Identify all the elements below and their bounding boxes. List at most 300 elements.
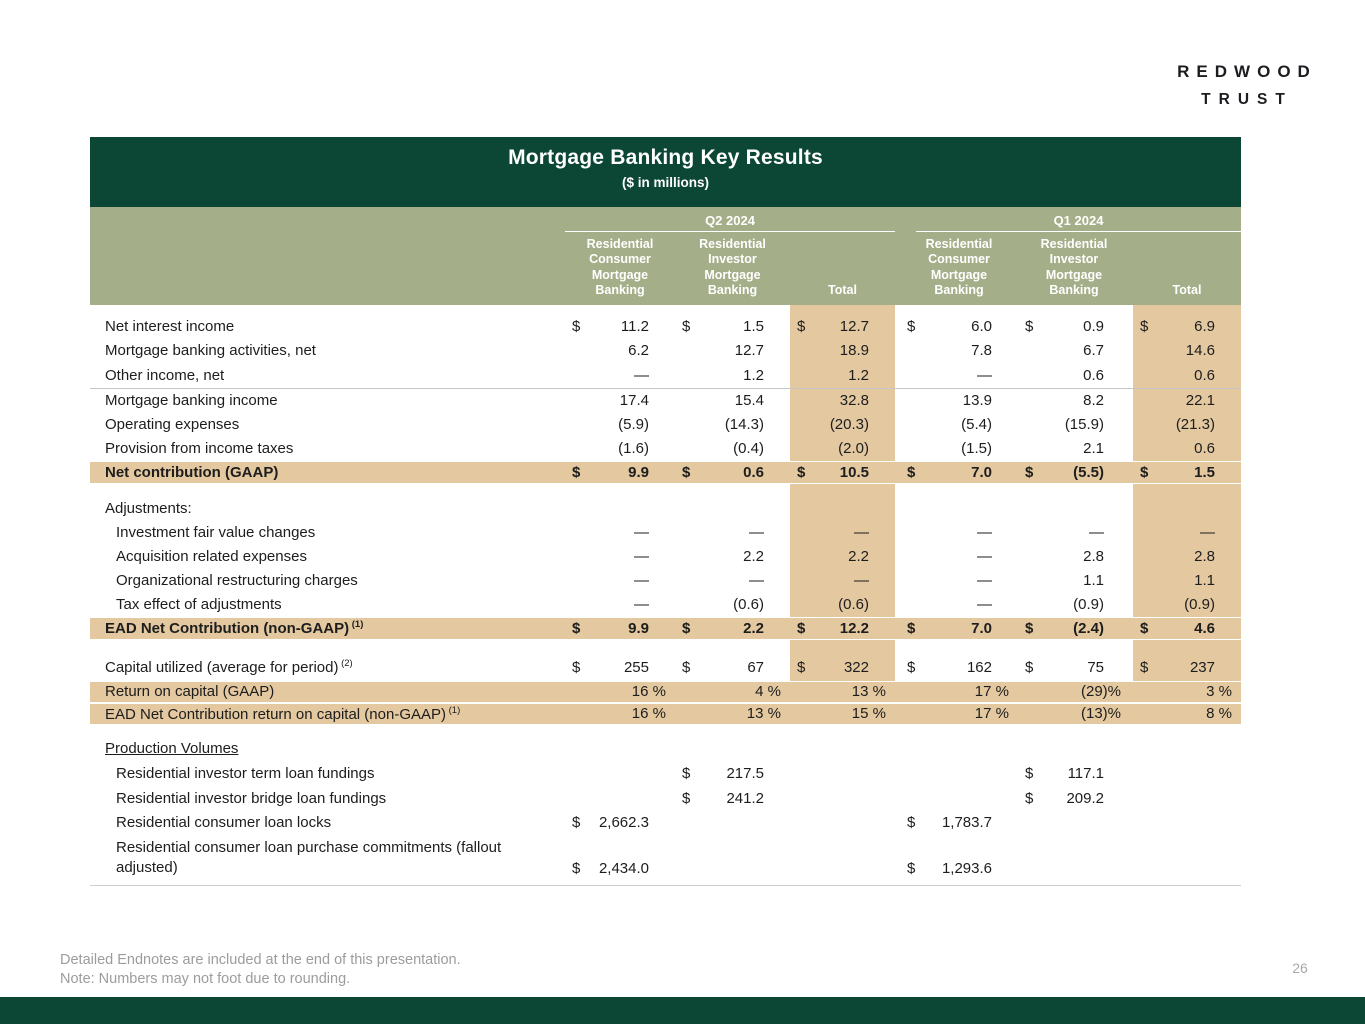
value-cell <box>565 437 675 462</box>
spacer-row <box>90 879 1241 885</box>
dollar-sign: $ <box>572 317 581 335</box>
value-cell <box>1133 496 1241 521</box>
table-row <box>90 461 1241 484</box>
value: (0.9) <box>1184 596 1215 613</box>
value-cell <box>1018 363 1130 388</box>
total-column-shading <box>790 305 895 314</box>
value: 9.9 <box>628 464 649 481</box>
value-cell <box>675 545 790 569</box>
total-column-shading <box>1133 640 1241 654</box>
value: — <box>977 572 992 589</box>
value-cell <box>675 736 790 762</box>
value: 12.7 <box>839 317 869 335</box>
column-header: Residential Investor Mortgage Banking <box>699 237 766 297</box>
value: 17 % <box>974 705 1009 722</box>
value-cell <box>675 569 790 593</box>
value-cell <box>1133 363 1241 388</box>
row-label: Operating expenses <box>105 415 240 433</box>
value: 237 <box>1189 658 1215 676</box>
row-label: Other income, net <box>105 366 225 384</box>
value-cell <box>675 811 790 836</box>
value-cell <box>675 593 790 617</box>
dollar-sign: $ <box>682 789 691 807</box>
spacer-row <box>90 305 1241 314</box>
row-label: EAD Net Contribution return on capital (non-GAAP) $^{(1)}$ <box>105 704 461 723</box>
value-cell <box>675 704 790 724</box>
value-cell <box>900 811 1018 836</box>
value: 6.2 <box>628 342 649 360</box>
value-cell <box>565 545 675 569</box>
value-cell <box>900 462 1018 483</box>
value-cell <box>1018 736 1130 762</box>
value-cell <box>790 314 895 339</box>
value-cell <box>565 314 675 339</box>
value: 6.7 <box>1083 342 1104 360</box>
value: 1.2 <box>848 366 869 384</box>
value-cell <box>675 363 790 388</box>
value: 1.2 <box>743 366 764 384</box>
value-cell <box>1133 811 1241 836</box>
value-cell <box>1133 569 1241 593</box>
value-cell <box>790 496 895 521</box>
value-cell <box>790 786 895 811</box>
row-label: Residential investor term loan fundings <box>116 765 375 783</box>
value: — <box>634 366 649 384</box>
value: 13 % <box>746 705 781 722</box>
value-cell <box>1133 521 1241 545</box>
dollar-sign: $ <box>797 464 806 481</box>
value-cell <box>565 569 675 593</box>
value-cell <box>675 786 790 811</box>
value-cell <box>790 736 895 762</box>
spacer-row <box>90 725 1241 736</box>
value: — <box>1200 524 1215 541</box>
row-label: Tax effect of adjustments <box>116 596 282 613</box>
value: (2.4) <box>1073 619 1104 637</box>
value-cell <box>790 704 895 724</box>
value-cell <box>790 569 895 593</box>
dollar-sign: $ <box>907 658 916 676</box>
table-row <box>90 703 1241 725</box>
table-column-header <box>90 207 1241 305</box>
value-cell <box>1133 412 1241 437</box>
value: (13)% <box>1080 705 1121 722</box>
value: — <box>634 548 649 565</box>
footnote-marker: (1) <box>446 704 461 716</box>
value: 6.0 <box>971 317 992 335</box>
value: (20.3) <box>829 415 869 433</box>
value: — <box>854 572 869 589</box>
value-cell <box>1018 786 1130 811</box>
column-header: Residential Investor Mortgage Banking <box>1040 237 1108 297</box>
row-label: Net interest income <box>105 317 235 335</box>
value: (2.0) <box>838 440 869 458</box>
value-cell <box>565 412 675 437</box>
value-cell <box>900 569 1018 593</box>
dollar-sign: $ <box>572 658 581 676</box>
value-cell <box>1018 811 1130 836</box>
table-row <box>90 545 1241 569</box>
value-cell <box>900 835 1018 879</box>
dollar-sign: $ <box>682 765 691 783</box>
value-cell <box>1018 339 1130 364</box>
value-cell <box>1018 835 1130 879</box>
table-row <box>90 654 1241 681</box>
value-cell <box>790 462 895 483</box>
value-cell <box>1133 618 1241 639</box>
value: 7.8 <box>971 342 992 360</box>
value-cell <box>900 437 1018 462</box>
value-cell <box>900 521 1018 545</box>
value: 10.5 <box>839 464 869 481</box>
value: — <box>854 524 869 541</box>
spacer-row <box>90 484 1241 496</box>
value-cell <box>565 593 675 617</box>
value-cell <box>790 593 895 617</box>
value-cell <box>790 618 895 639</box>
value-cell <box>565 762 675 787</box>
group-q2-2024: Q2 2024 <box>565 213 895 232</box>
value: (14.3) <box>724 415 764 433</box>
value: 15 % <box>851 705 886 722</box>
value-cell <box>1133 339 1241 364</box>
value: 18.9 <box>839 342 869 360</box>
value: 7.0 <box>971 619 992 637</box>
value-cell <box>790 339 895 364</box>
value-cell <box>1018 496 1130 521</box>
row-label: Residential consumer loan purchase commitments (fallout adjusted) <box>116 839 502 877</box>
value: 2.8 <box>1083 548 1104 565</box>
value-cell <box>1018 618 1130 639</box>
row-label: Mortgage banking income <box>105 391 278 409</box>
value-cell <box>565 462 675 483</box>
value: (0.9) <box>1073 596 1104 613</box>
value: 255 <box>623 658 649 676</box>
dollar-sign: $ <box>1140 619 1149 637</box>
value: 2,434.0 <box>598 860 649 877</box>
value: 2.2 <box>743 548 764 565</box>
value: — <box>749 524 764 541</box>
value-cell <box>675 437 790 462</box>
value: 0.9 <box>1083 317 1104 335</box>
table-row <box>90 339 1241 364</box>
dollar-sign: $ <box>572 860 581 877</box>
value-cell <box>1018 521 1130 545</box>
value-cell <box>1133 593 1241 617</box>
dollar-sign: $ <box>682 658 691 676</box>
value-cell <box>1133 462 1241 483</box>
value: 9.9 <box>628 619 649 637</box>
row-label: Adjustments: <box>105 499 192 517</box>
value: 0.6 <box>743 464 764 481</box>
value-cell <box>565 654 675 681</box>
value: — <box>634 596 649 613</box>
row-label: Production Volumes <box>105 740 239 757</box>
value: 2,662.3 <box>598 814 649 832</box>
value: 7.0 <box>971 464 992 481</box>
value-cell <box>790 654 895 681</box>
value-cell <box>790 521 895 545</box>
value-cell <box>675 462 790 483</box>
footnote-line-2: Note: Numbers may not foot due to rounding. <box>60 971 351 988</box>
value-cell <box>790 363 895 388</box>
value: 0.6 <box>1194 440 1215 458</box>
value-cell <box>565 682 675 702</box>
table-row <box>90 681 1241 703</box>
value-cell <box>675 618 790 639</box>
value: 32.8 <box>839 391 869 409</box>
value-cell <box>900 593 1018 617</box>
value-cell <box>900 496 1018 521</box>
dollar-sign: $ <box>572 619 581 637</box>
value-cell <box>900 762 1018 787</box>
value-cell <box>1018 437 1130 462</box>
value-cell <box>790 682 895 702</box>
value: (1.6) <box>618 440 649 458</box>
value: 241.2 <box>726 789 764 807</box>
table-subtitle: ($ in millions) <box>621 175 709 190</box>
value: — <box>977 524 992 541</box>
value-cell <box>565 339 675 364</box>
value: 1.1 <box>1083 572 1104 589</box>
value: 6.9 <box>1194 317 1215 335</box>
column-header: Residential Consumer Mortgage Banking <box>586 237 654 297</box>
footnote <box>60 951 461 989</box>
value: (29)% <box>1080 683 1121 700</box>
value-cell <box>675 496 790 521</box>
value: 15.4 <box>734 391 764 409</box>
value: (5.9) <box>618 415 649 433</box>
value-cell <box>790 389 895 413</box>
value: 13.9 <box>962 391 992 409</box>
dollar-sign: $ <box>797 658 806 676</box>
footnote-marker: (2) <box>338 658 353 669</box>
value-cell <box>1133 682 1241 702</box>
value: 17 % <box>974 683 1009 700</box>
value-cell <box>790 835 895 879</box>
value-cell <box>1133 835 1241 879</box>
value-cell <box>675 412 790 437</box>
value: 0.6 <box>1194 366 1215 384</box>
value: 16 % <box>631 683 666 700</box>
value: 162 <box>966 658 992 676</box>
value: 12.2 <box>839 619 869 637</box>
value-cell <box>565 618 675 639</box>
value: 67 <box>747 658 764 676</box>
value-cell <box>675 521 790 545</box>
table-row <box>90 786 1241 811</box>
value: (0.6) <box>838 596 869 613</box>
value-cell <box>675 835 790 879</box>
value-cell <box>900 682 1018 702</box>
value-cell <box>1018 462 1130 483</box>
dollar-sign: $ <box>572 464 581 481</box>
table-row <box>90 521 1241 545</box>
value-cell <box>1133 704 1241 724</box>
value-cell <box>900 618 1018 639</box>
value: 1,293.6 <box>941 860 992 877</box>
value-cell <box>1133 389 1241 413</box>
value-cell <box>1018 545 1130 569</box>
dollar-sign: $ <box>1025 789 1034 807</box>
value-cell <box>565 521 675 545</box>
value: 1.1 <box>1194 572 1215 589</box>
mortgage-banking-table <box>90 137 1241 886</box>
value: (21.3) <box>1175 415 1215 433</box>
value-cell <box>675 339 790 364</box>
value-cell <box>790 811 895 836</box>
dollar-sign: $ <box>682 619 691 637</box>
value: 75 <box>1087 658 1104 676</box>
table-row <box>90 388 1241 413</box>
value-cell <box>900 412 1018 437</box>
dollar-sign: $ <box>1025 658 1034 676</box>
table-row <box>90 736 1241 762</box>
value-cell <box>1018 569 1130 593</box>
dollar-sign: $ <box>1140 464 1149 481</box>
value: 117.1 <box>1067 765 1104 783</box>
value: 16 % <box>631 705 666 722</box>
row-label: Provision from income taxes <box>105 440 294 458</box>
value: 209.2 <box>1066 789 1104 807</box>
value-cell <box>565 704 675 724</box>
row-label: Residential consumer loan locks <box>116 814 332 832</box>
dollar-sign: $ <box>682 464 691 481</box>
table-row <box>90 437 1241 462</box>
value: 217.5 <box>726 765 764 783</box>
table-row <box>90 363 1241 388</box>
logo-line-redwood: REDWOOD <box>1177 62 1317 81</box>
table-row <box>90 412 1241 437</box>
value-cell <box>675 682 790 702</box>
row-label: Return on capital (GAAP) <box>105 683 275 700</box>
value-cell <box>1018 389 1130 413</box>
value-cell <box>565 363 675 388</box>
table-body <box>90 305 1241 885</box>
table-row <box>90 762 1241 787</box>
value-cell <box>900 545 1018 569</box>
value-cell <box>1018 704 1130 724</box>
value: (15.9) <box>1064 415 1104 433</box>
value-cell <box>1018 314 1130 339</box>
row-label: Net contribution (GAAP) <box>105 464 279 481</box>
value: 1,783.7 <box>941 814 992 832</box>
value-cell <box>1133 736 1241 762</box>
table-title-bar <box>90 137 1241 207</box>
row-label: Investment fair value changes <box>116 524 316 541</box>
column-labels-row <box>90 237 1241 305</box>
dollar-sign: $ <box>907 464 916 481</box>
value: — <box>749 572 764 589</box>
value: — <box>977 366 992 384</box>
total-column-shading <box>1133 484 1241 496</box>
value-cell <box>675 654 790 681</box>
dollar-sign: $ <box>797 317 806 335</box>
group-q1-2024: Q1 2024 <box>916 213 1241 232</box>
value: 1.5 <box>1194 464 1215 481</box>
value: 13 % <box>851 683 886 700</box>
value: 3 % <box>1206 683 1232 700</box>
quarter-group-row <box>90 213 1241 232</box>
value-cell <box>1018 412 1130 437</box>
value: 12.7 <box>734 342 764 360</box>
dollar-sign: $ <box>797 619 806 637</box>
value-cell <box>1018 654 1130 681</box>
value-cell <box>790 412 895 437</box>
value-cell <box>900 363 1018 388</box>
value-cell <box>565 389 675 413</box>
value-cell <box>900 339 1018 364</box>
value-cell <box>900 389 1018 413</box>
value-cell <box>565 811 675 836</box>
dollar-sign: $ <box>907 619 916 637</box>
value-cell <box>675 314 790 339</box>
value-cell <box>1133 437 1241 462</box>
value: (0.6) <box>733 596 764 613</box>
row-label: Capital utilized (average for period) $^{(2)}$ <box>105 658 353 676</box>
value: 11.2 <box>620 317 649 335</box>
value: 0.6 <box>1083 366 1104 384</box>
value-cell <box>1018 682 1130 702</box>
value: 14.6 <box>1185 342 1215 360</box>
value-cell <box>675 389 790 413</box>
value-cell <box>565 835 675 879</box>
value-cell <box>1133 786 1241 811</box>
row-label: Mortgage banking activities, net <box>105 342 316 360</box>
value-cell <box>1133 762 1241 787</box>
value: 322 <box>843 658 869 676</box>
value-cell <box>900 704 1018 724</box>
table-row <box>90 569 1241 593</box>
value-cell <box>900 314 1018 339</box>
dollar-sign: $ <box>1025 765 1034 783</box>
value: 1.5 <box>743 317 764 335</box>
value: — <box>634 572 649 589</box>
value-cell <box>790 545 895 569</box>
value-cell <box>1133 314 1241 339</box>
value-cell <box>790 437 895 462</box>
value-cell <box>900 736 1018 762</box>
dollar-sign: $ <box>907 860 916 877</box>
dollar-sign: $ <box>1025 619 1034 637</box>
value-cell <box>675 762 790 787</box>
value-cell <box>1018 762 1130 787</box>
value: — <box>977 596 992 613</box>
logo-line-trust: TRUST <box>1201 91 1293 108</box>
value: — <box>977 548 992 565</box>
value: 4.6 <box>1194 619 1215 637</box>
value: 8 % <box>1206 705 1232 722</box>
dollar-sign: $ <box>682 317 691 335</box>
value-cell <box>565 736 675 762</box>
value: 2.8 <box>1194 548 1215 565</box>
value: (5.4) <box>961 415 992 433</box>
value: 8.2 <box>1083 391 1104 409</box>
row-label: Acquisition related expenses <box>116 548 307 565</box>
row-label: Organizational restructuring charges <box>116 572 358 589</box>
value: (5.5) <box>1073 464 1104 481</box>
dollar-sign: $ <box>1025 464 1034 481</box>
dollar-sign: $ <box>1025 317 1034 335</box>
column-header: Total <box>828 282 857 297</box>
table-title: Mortgage Banking Key Results <box>508 146 823 169</box>
redwood-trust-logo <box>1172 62 1322 109</box>
value-cell <box>900 654 1018 681</box>
value: 22.1 <box>1185 391 1215 409</box>
dollar-sign: $ <box>907 814 916 832</box>
spacer-row <box>90 640 1241 654</box>
table-row <box>90 593 1241 617</box>
